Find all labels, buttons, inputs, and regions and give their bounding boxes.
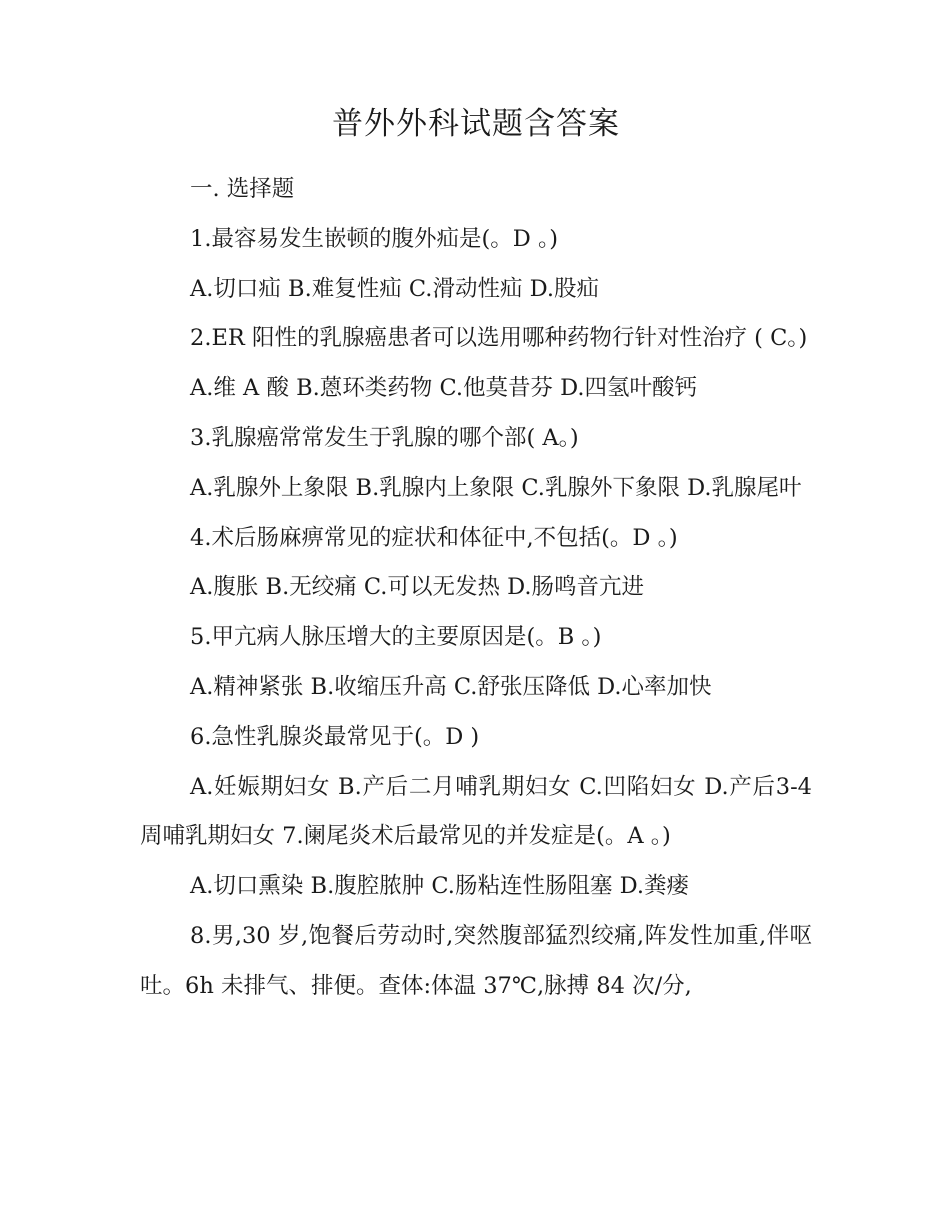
question-5-options: A.精神紧张 B.收缩压升高 C.舒张压降低 D.心率加快 xyxy=(190,673,712,700)
question-3-options: A.乳腺外上象限 B.乳腺内上象限 C.乳腺外下象限 D.乳腺尾叶 xyxy=(190,474,802,501)
question-3: 3.乳腺癌常常发生于乳腺的哪个部( A。) xyxy=(190,424,579,451)
question-8: 8.男,30 岁,饱餐后劳动时,突然腹部猛烈绞痛,阵发性加重,伴呕吐。6h 未排气、排便。查体:体温 37℃,脉搏 84 次/分, xyxy=(140,922,812,999)
document-body xyxy=(140,165,812,1012)
question-2: 2.ER 阳性的乳腺癌患者可以选用哪种药物行针对性治疗 ( C。) xyxy=(190,325,808,352)
question-1: 1.最容易发生嵌顿的腹外疝是(。D 。) xyxy=(190,225,558,252)
question-6-options-and-question-7: A.妊娠期妇女 B.产后二月哺乳期妇女 C.凹陷妇女 D.产后3-4周哺乳期妇女 7.阑尾炎术后最常见的并发症是(。A 。) xyxy=(140,773,812,850)
question-7-options: A.切口熏染 B.腹腔脓肿 C.肠粘连性肠阻塞 D.粪瘘 xyxy=(190,873,689,900)
question-1-options: A.切口疝 B.难复性疝 C.滑动性疝 D.股疝 xyxy=(190,275,599,302)
section-heading: 一. 选择题 xyxy=(190,176,295,202)
question-5: 5.甲亢病人脉压增大的主要原因是(。B 。) xyxy=(190,624,602,651)
document-title: 普外外科试题含答案 xyxy=(332,106,620,142)
question-4: 4.术后肠麻痹常见的症状和体征中,不包括(。D 。) xyxy=(190,524,678,551)
question-6: 6.急性乳腺炎最常见于(。D ) xyxy=(190,723,480,750)
question-2-options: A.维 A 酸 B.蒽环类药物 C.他莫昔芬 D.四氢叶酸钙 xyxy=(190,375,698,402)
question-4-options: A.腹胀 B.无绞痛 C.可以无发热 D.肠鸣音亢进 xyxy=(190,574,644,601)
